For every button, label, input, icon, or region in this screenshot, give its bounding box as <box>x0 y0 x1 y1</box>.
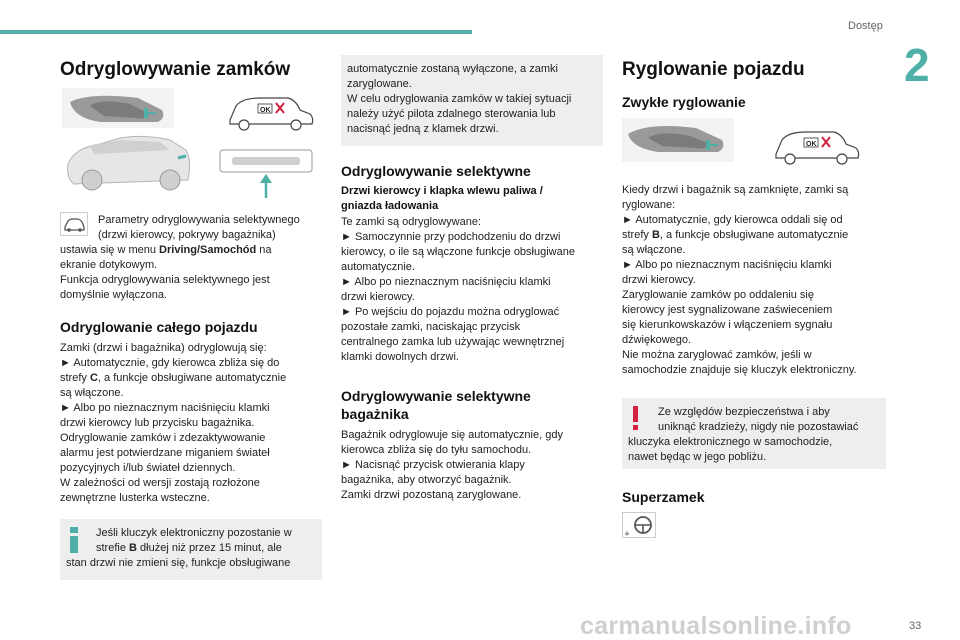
unlocking-illustration <box>60 88 322 200</box>
full-unlocking-text: Zamki (drzwi i bagażnika) odryglowują się: ► Automatycznie, gdy kierowca zbliża się do strefy C, a funkcje obsługiwane automatycznie są włączone. ► Albo po nieznacznym naciśnięciu klamki drzwi kierowcy lub przycisku bagażnika. Odryglowanie zamków i zdezaktywowanie alarmu jest potwierdzane miganiem świateł pozycyjnych i/lub świateł dziennych. W zależności od wersji zostają rozłożone zewnętrzne lusterka wsteczne. <box>60 342 287 504</box>
heading-superlock: Superzamek <box>622 489 705 505</box>
locking-illustration <box>622 116 884 172</box>
subheading-driver-door: Drzwi kierowcy i klapka wlewu paliwa / gniazda ładowania <box>341 185 543 212</box>
info-note: Jeśli kluczyk elektroniczny pozostanie w strefie B dłużej niż przez 15 minut, ale stan drzwi nie zmieni się, funkcje obsługiwane <box>60 519 322 580</box>
watermark: carmanualsonline.info <box>580 612 852 640</box>
page-number: 33 <box>909 620 922 632</box>
section-title-locking: Ryglowanie pojazdu <box>622 59 805 80</box>
settings-text-line: Funkcja odryglowywania selektywnego jest <box>60 274 270 286</box>
heading-selective-unlocking: Odryglowywanie selektywne <box>341 163 531 179</box>
settings-text-line: domyślnie wyłączona. <box>60 289 167 301</box>
heading-full-unlocking: Odryglowanie całego pojazdu <box>60 319 258 335</box>
section-label: Dostęp <box>848 20 883 32</box>
info-icon <box>70 527 78 553</box>
normal-locking-text: Kiedy drzwi i bagażnik są zamknięte, zamki są ryglowane: ► Automatycznie, gdy kierowca oddali się od strefy B, a funkcje obsługiwane automatycznie są włączone. ► Albo po nieznacznym naciśnięciu klamki drzwi kierowcy. Zaryglowanie zamków po oddaleniu się kierowcy jest sygnalizowane zaświeceniem się kierunkowskazów i włączeniem sygnału dźwiękowego. Nie można zaryglować zamków, jeśli w samochodzie znajduje się kluczyk elektroniczny. <box>622 184 857 376</box>
chapter-number: 2 <box>904 39 930 91</box>
settings-text-line: ustawia się w menu Driving/Samochód na <box>60 244 272 256</box>
selective-unlocking-text: Te zamki są odryglowywane: ► Samoczynnie przy podchodzeniu do drzwi kierowcy, o ile są włączone funkcje obsługiwane automatycznie. ► Albo po nieznacznym naciśnięciu klamki drzwi kierowcy. ► Po wejściu do pojazdu można odryglować pozostałe zamki, naciskając przycisk centralnego zamka lub używając wewnętrznej klamki dowolnych drzwi. <box>341 216 575 363</box>
section-title-unlocking: Odryglowywanie zamków <box>60 59 291 80</box>
header-accent-bar <box>0 30 472 34</box>
heading-normal-locking: Zwykłe ryglowanie <box>622 94 746 110</box>
ok-label-1: OK <box>260 107 271 114</box>
warning-icon <box>632 406 640 430</box>
warning-note: Ze względów bezpieczeństwa i aby uniknąć kradzieży, nigdy nie pozostawiać kluczyka elektronicznego w samochodzie, nawet będąc w jego pobliżu. <box>622 398 886 469</box>
settings-text-line: Parametry odryglowywania selektywnego <box>98 214 300 226</box>
car-settings-icon <box>60 212 88 236</box>
settings-text-line: ekranie dotykowym. <box>60 259 158 271</box>
ok-label-2: OK <box>806 141 817 148</box>
info-note-continued: automatycznie zostaną wyłączone, a zamki zaryglowane. W celu odryglowania zamków w takiej sytuacji należy użyć pilota zdalnego sterowania lub nacisnąć jedną z klamek drzwi. <box>341 55 603 146</box>
trunk-unlocking-text: Bagażnik odryglowuje się automatycznie, gdy kierowca zbliża się do tyłu samochodu. ► Nacisnąć przycisk otwierania klapy bagażnika, aby otworzyć bagażnik. Zamki drzwi pozostaną zaryglowane. <box>341 429 563 501</box>
heading-trunk-unlocking: Odryglowywanie selektywne bagażnika <box>341 388 531 422</box>
settings-text-line: (drzwi kierowcy, pokrywy bagażnika) <box>98 229 276 241</box>
steering-wheel-icon <box>622 512 656 538</box>
